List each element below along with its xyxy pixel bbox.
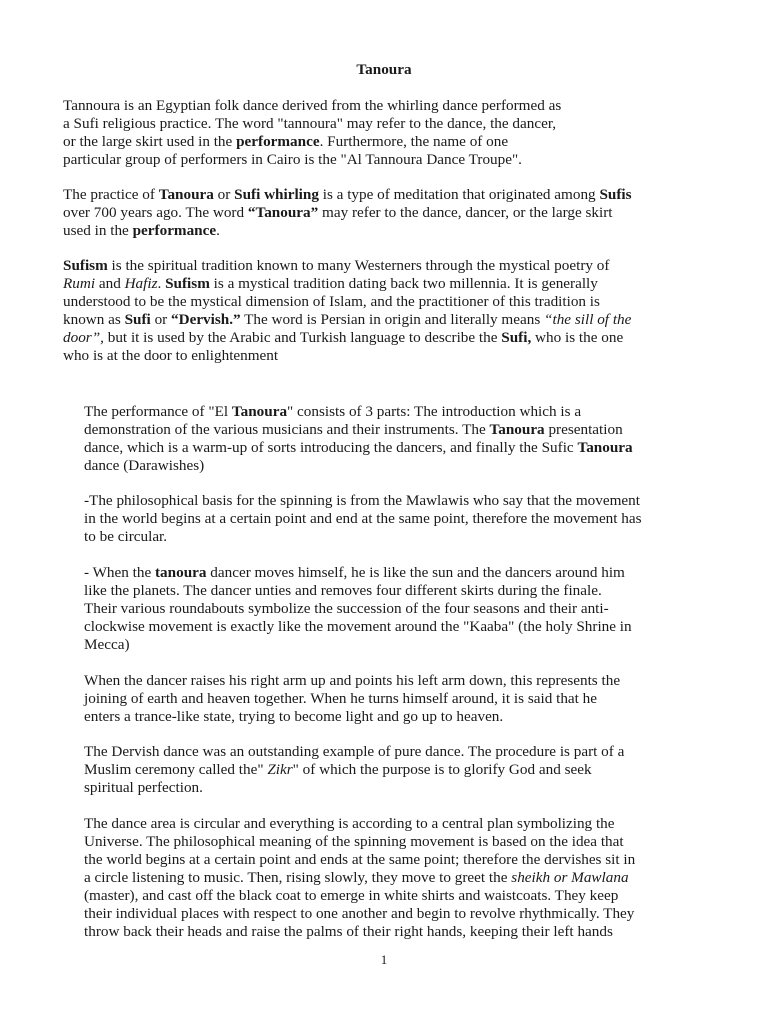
text-line: Rumi and Hafiz. Sufism is a mystical tradition dating back two millennia. It is generally xyxy=(63,275,598,292)
text-line: (master), and cast off the black coat to emerge in white shirts and waistcoats. They keep xyxy=(84,887,619,904)
text-line: particular group of performers in Cairo is the "Al Tannoura Dance Troupe". xyxy=(63,151,522,168)
text-line: -The philosophical basis for the spinning is from the Mawlawis who say that the movement xyxy=(84,492,640,509)
paragraph-practice xyxy=(63,186,713,240)
text-line: The Dervish dance was an outstanding example of pure dance. The procedure is part of a xyxy=(84,743,625,760)
text-line: Sufism is the spiritual tradition known to many Westerners through the mystical poetry of xyxy=(63,257,610,274)
text-line: dance, which is a warm-up of sorts introducing the dancers, and finally the Sufic Tanoura xyxy=(84,439,633,456)
paragraph-dervish xyxy=(84,743,724,797)
text-line: who is at the door to enlightenment xyxy=(63,347,279,364)
text-line: - When the tanoura dancer moves himself, he is like the sun and the dancers around him xyxy=(84,564,625,581)
text-line: Tannoura is an Egyptian folk dance derived from the whirling dance performed as xyxy=(63,97,562,114)
page-number: 1 xyxy=(380,952,388,967)
text-line: dance (Darawishes) xyxy=(84,457,205,474)
paragraph-sufism xyxy=(63,257,713,365)
text-line: the world begins at a certain point and ends at the same point; therefore the dervishes sit in xyxy=(84,851,636,868)
text-line: spiritual perfection. xyxy=(84,779,203,796)
text-line: clockwise movement is exactly like the movement around the "Kaaba" (the holy Shrine in xyxy=(84,618,632,635)
text-line: Mecca) xyxy=(84,636,130,653)
paragraph-arms xyxy=(84,672,724,726)
text-line: or the large skirt used in the performance. Furthermore, the name of one xyxy=(63,133,509,150)
text-line: a circle listening to music. Then, rising slowly, they move to greet the sheikh or Mawlana xyxy=(84,869,629,886)
text-line: When the dancer raises his right arm up and points his left arm down, this represents the xyxy=(84,672,621,689)
paragraph-dance-area xyxy=(84,815,724,941)
text-line: their individual places with respect to one another and begin to revolve rhythmically. They xyxy=(84,905,635,922)
text-line: to be circular. xyxy=(84,528,168,545)
text-line: like the planets. The dancer unties and removes four different skirts during the finale. xyxy=(84,582,602,599)
text-line: door”, but it is used by the Arabic and Turkish language to describe the Sufi, who is the one xyxy=(63,329,624,346)
text-line: joining of earth and heaven together. When he turns himself around, it is said that he xyxy=(84,690,598,707)
text-line: The practice of Tanoura or Sufi whirling is a type of meditation that originated among Sufis xyxy=(63,186,632,203)
text-line: Muslim ceremony called the" Zikr" of which the purpose is to glorify God and seek xyxy=(84,761,592,778)
paragraph-philosophy xyxy=(84,492,724,546)
paragraph-intro xyxy=(63,97,713,169)
text-line: throw back their heads and raise the palms of their right hands, keeping their left hands xyxy=(84,923,613,940)
paragraph-movement xyxy=(84,564,724,654)
text-line: The performance of "El Tanoura" consists of 3 parts: The introduction which is a xyxy=(84,403,582,420)
text-line: in the world begins at a certain point and end at the same point, therefore the movement has xyxy=(84,510,642,527)
text-line: over 700 years ago. The word “Tanoura” may refer to the dance, dancer, or the large skirt xyxy=(63,204,613,221)
paragraph-performance xyxy=(84,403,724,475)
text-line: used in the performance. xyxy=(63,222,220,239)
document-title: Tanoura xyxy=(356,61,412,78)
text-line: a Sufi religious practice. The word "tannoura" may refer to the dance, the dancer, xyxy=(63,115,557,132)
text-line: known as Sufi or “Dervish.” The word is Persian in origin and literally means “the sill of the xyxy=(63,311,632,328)
text-line: The dance area is circular and everything is according to a central plan symbolizing the xyxy=(84,815,615,832)
text-line: Their various roundabouts symbolize the succession of the four seasons and their anti- xyxy=(84,600,609,617)
text-line: understood to be the mystical dimension of Islam, and the practitioner of this tradition is xyxy=(63,293,600,310)
text-line: Universe. The philosophical meaning of the spinning movement is based on the idea that xyxy=(84,833,624,850)
text-line: demonstration of the various musicians and their instruments. The Tanoura presentation xyxy=(84,421,623,438)
text-line: enters a trance-like state, trying to become light and go up to heaven. xyxy=(84,708,504,725)
